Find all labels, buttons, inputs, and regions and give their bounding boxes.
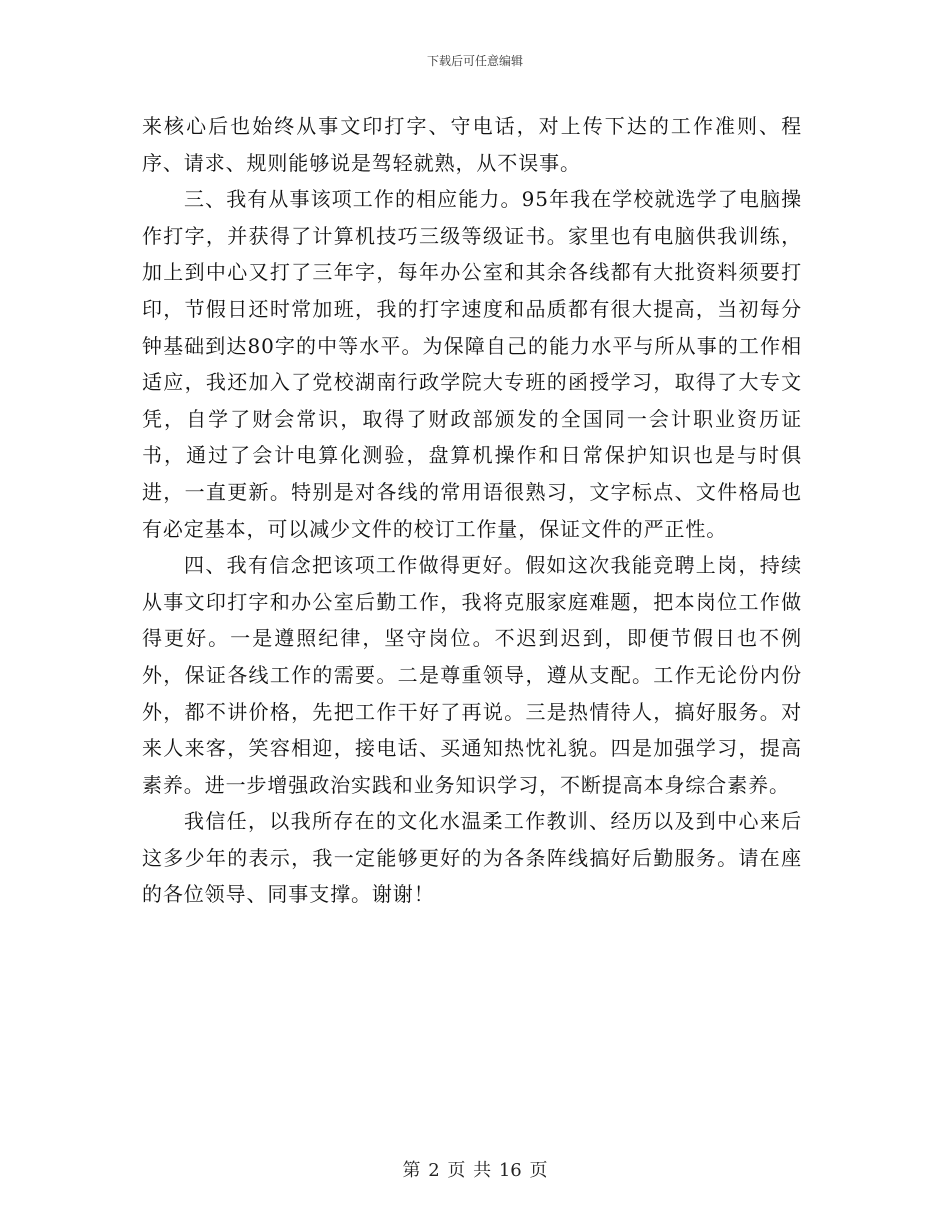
document-body xyxy=(142,108,802,913)
page-footer: 第 2 页 共 16 页 xyxy=(402,1160,548,1181)
paragraph-confidence: 四、我有信念把该项工作做得更好。假如这次我能竞聘上岗，持续从事文印打字和办公室后勤工作，我将克服家庭难题，把本岗位工作做得更好。一是遵照纪律，坚守岗位。不迟到迟到，即便节假日也不例外，保证各线工作的需要。二是尊重领导，遵从支配。工作无论份内份外，都不讲价格，先把工作干好了再说。三是热情待人，搞好服务。对来人来客，笑容相迎，接电话、买通知热忱礼貌。四是加强学习，提高素养。进一步增强政治实践和业务知识学习，不断提高本身综合素养。 xyxy=(142,553,802,797)
paragraph-closing: 我信任，以我所存在的文化水温柔工作教训、经历以及到中心来后这多少年的表示，我一定能够更好的为各条阵线搞好后勤服务。请在座的各位领导、同事支撑。谢谢！ xyxy=(142,809,802,907)
paragraph-ability: 三、我有从事该项工作的相应能力。95年我在学校就选学了电脑操作打字，并获得了计算机技巧三级等级证书。家里也有电脑供我训练，加上到中心又打了三年字，每年办公室和其余各线都有大批资料须要打印，节假日还时常加班，我的打字速度和品质都有很大提高，当初每分钟基础到达80字的中等水平。为保障自己的能力水平与所从事的工作相适应，我还加入了党校湖南行政学院大专班的函授学习，取得了大专文凭，自学了财会常识，取得了财政部颁发的全国同一会计职业资历证书，通过了会计电算化测验，盘算机操作和日常保护知识也是与时俱进，一直更新。特别是对各线的常用语很熟习，文字标点、文件格局也有必定基本，可以减少文件的校订工作量，保证文件的严正性。 xyxy=(142,187,802,541)
paragraph-continuation: 来核心后也始终从事文印打字、守电话，对上传下达的工作准则、程序、请求、规则能够说是驾轻就熟，从不误事。 xyxy=(142,114,802,175)
page-header: 下载后可任意编辑 xyxy=(426,54,523,68)
